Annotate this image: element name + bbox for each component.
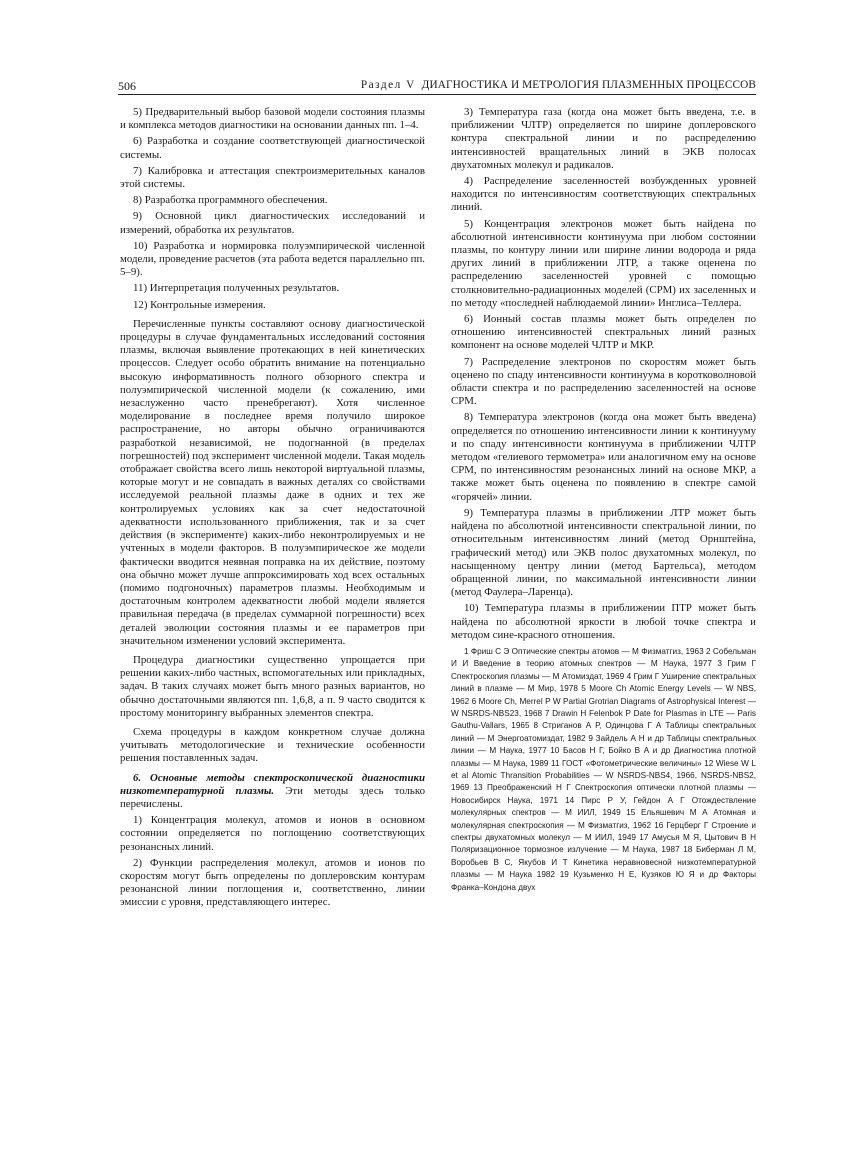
paragraph: Схема процедуры в каждом конкретном случае должна учитывать методологические и технические особенности решения поставленных задач.: [120, 725, 425, 765]
paragraph: 7) Распределение электронов по скоростям может быть оценено по спаду интенсивности континуума в коротковолновой области спектра и по распределению заселенностей на основе СРМ.: [451, 355, 756, 408]
paragraph: 9) Основной цикл диагностических исследований и измерений, обработка их результатов.: [120, 210, 425, 236]
paragraph: 4) Распределение заселенностей возбужденных уровней находится по интенсивностям соответствующих спектральных линий.: [451, 175, 756, 214]
paragraph: 1) Концентрация молекул, атомов и ионов в основном состоянии определяется по поглощению соответствующих резонансных линий.: [120, 814, 425, 853]
paragraph: Процедура диагностики существенно упрощается при решении каких-либо частных, вспомогательных или прикладных, задач. В таких случаях может быть много разных вариантов, но обычно достаточными являются пп. 1,6,8, а п. 9 часто сводится к простому мониторингу выбранных элементов спектра.: [120, 653, 425, 719]
paragraph: 12) Контрольные измерения.: [133, 298, 266, 311]
section-heading-paragraph: [120, 772, 425, 812]
section-title-text: ДИАГНОСТИКА И МЕТРОЛОГИЯ ПЛАЗМЕННЫХ ПРОЦЕССОВ: [421, 79, 756, 91]
paragraph: 11) Интерпретация полученных результатов.: [133, 282, 340, 295]
paragraph: 5) Концентрация электронов может быть найдена по абсолютной интенсивности континуума при любом состоянии плазмы, по контуру линии или ширине линии водорода и ряда других линий в приближении ЛТР, а также оценена по распределению заселенностей уровней с помощью столкновительно-радиационных моделей (СРМ) их заселенных и по методу «последней наблюдаемой линии» Инглиса–Теллера.: [451, 217, 756, 309]
paragraph: 6) Ионный состав плазмы может быть определен по отношению интенсивностей спектральных линий разных компонент на основе моделей ЧЛТР и МКР.: [451, 313, 756, 352]
paragraph: 3) Температура газа (когда она может быть введена, т.е. в приближении ЧЛТР) определяется по ширине доплеровского контура спектральной линии и по распределению интенсивностей вращательных линий в ЭКВ полосах двухатомных молекул и радикалов.: [451, 106, 756, 171]
paragraph: 7) Калибровка и аттестация спектроизмерительных каналов этой системы.: [120, 164, 425, 191]
left-column: [120, 106, 425, 913]
heading-continuation: Эти методы здесь только перечислены.: [120, 784, 426, 810]
paragraph: 2) Функции распределения молекул, атомов и ионов по скоростям могут быть определены по доплеровским контурам резонансной линии поглощения и, соответственно, линии эмиссии с уровня, представляющего интерес.: [120, 856, 425, 909]
right-column: [451, 106, 756, 894]
paragraph: 10) Разработка и нормировка полуэмпирической численной модели, проведение расчетов (эта работа ведется параллельно пп. 5–9).: [120, 239, 425, 279]
document-page: [118, 78, 756, 909]
paragraph: 8) Температура электронов (когда она может быть введена) определяется по отношению интенсивности линии к континууму и по спаду интенсивности континуума в приближении ЧЛТР методом «гелиевого термометра» или аналогичном ему на основе СРМ, по интенсивностям резонансных линий на основе МКР, а также может быть оценена по появлению в спектре самой «горячей» линии.: [451, 411, 756, 503]
paragraph: Перечисленные пункты составляют основу диагностической процедуры в случае фундаментальных исследований состояния плазмы, включая выявление протекающих в ней кинетических процессов. Следует особо обратить внимание на потенциально высокую информативность полного обзорного спектра и полуэмпирической численной модели (к сожалению, ими незаслуженно часто пренебрегают). Хотя численное моделирование в последнее время получило широкое распространение, но авторы обычно ограничиваются разработкой независимой, не подогнанной (в пределах погрешностей) под эксперимент численной модели. Такая модель отображает свойства всего лишь некоторой виртуальной плазмы, которые могут и не совпадать в важных деталях со свойствами исследуемой реальной плазмы даже в одних и тех же контролируемых условиях как за счет недостаточной адекватности использованного приближения, так и за счет действия (в эксперименте) каких-либо неконтролируемых и не учтенных в модели факторов. В полуэмпирическое же модели фактически вводится неявная поправка на их действие, поэтому она обычно может лучше аппроксимировать ход всех остальных (помимо подгоночных) параметров плазмы. Необходимым и достаточным контролем адекватности любой модели является правильная передача (в пределах суммарной погрешности) всех деталей эволюции состояния плазмы и ее параметров при значительном изменении условий эксперимента.: [120, 317, 425, 647]
paragraph: 10) Температура плазмы в приближении ПТР может быть найдена по абсолютной яркости в любой точке спектра и методом сине-красного отношения.: [451, 602, 756, 641]
section-heading: 6. Основные методы спектроскопической диагностики низкотемпературной плазмы.: [120, 771, 425, 797]
page-number: 506: [118, 79, 136, 93]
references-list: 1 Фриш С Э Оптические спектры атомов — М Физматгиз, 1963 2 Собельман И И Введение в теорию атомных спектров — М Наука, 1977 3 Грим Г Спектроскопия плазмы — М Атомиздат, 1969 4 Грим Г Уширение спектральных линий в плазме — М Мир, 1978 5 Moore Ch Atomic Energy Levels — W NBS, 1962 6 Moore Ch, Merrel P W Partial Grotrian Diagrams of Astrophysical Interest — W NSRDS-NBS23, 1968 7 Drawin H Felenbok P Date for Plasmas in LTE — Paris Gauthu-Vallars, 1965 8 Стриганов А Р, Одинцова Г А Таблицы спектральных линий — М Энергоатомиздат, 1982 9 Зайдель А Н и др Таблицы спектральных линии — М Наука, 1977 10 Басов Н Г, Бойко В А и др Диагностика плотной плазмы — М Наука, 1989 11 ГОСТ «Фотометрические величины» 12 Wiese W L et al Atomic Thransition Probabilities — W NSRDS-NBS4, 1966, NSRDS-NBS2, 1969 13 Преображенский Н Г Спектроскопия оптически плотной плазмы — Новосибирск Наука, 1971 14 Пирс Р У, Гейдон А Г Отождествление молекулярных спектров — М ИИЛ, 1949 15 Ельяшевич М А Атомная и молекулярная спектроскопия — М Физматгиз, 1962 16 Герцберг Г Строение и спектры двухатомных молекул — М ИИЛ, 1949 17 Амусья М Я, Цытович В Н Поляризационное тормозное излучение — М Наука, 1987 18 Биберман Л М, Воробьев В С, Якубов И Т Кинетика неравновесной низкотемпературной плазмы — М Наука 1982 19 Кузьменко Н Е, Кузяков Ю Я и др Факторы Франка–Кондона двух: [451, 646, 756, 892]
paragraph: 6) Разработка и создание соответствующей диагностической системы.: [120, 135, 425, 161]
paragraph: 8) Разработка программного обеспечения.: [133, 194, 328, 207]
section-word: Раздел V: [360, 79, 416, 91]
paragraph: 5) Предварительный выбор базовой модели состояния плазмы и комплекса методов диагностики на основании данных пп. 1–4.: [120, 106, 425, 132]
paragraph: 9) Температура плазмы в приближении ЛТР может быть найдена по абсолютной интенсивности спектральной линии, по относительным интенсивностям линий (метод Орнштейна, графический метод) или ЭКВ полос двухатомных молекул, по насыщенному центру линии (метод Бартельса), методом обращенной линии, по максимальной интенсивности линии (метод Фаулера–Ларенца).: [451, 506, 756, 599]
section-title: [361, 79, 756, 91]
running-header: [118, 78, 756, 95]
